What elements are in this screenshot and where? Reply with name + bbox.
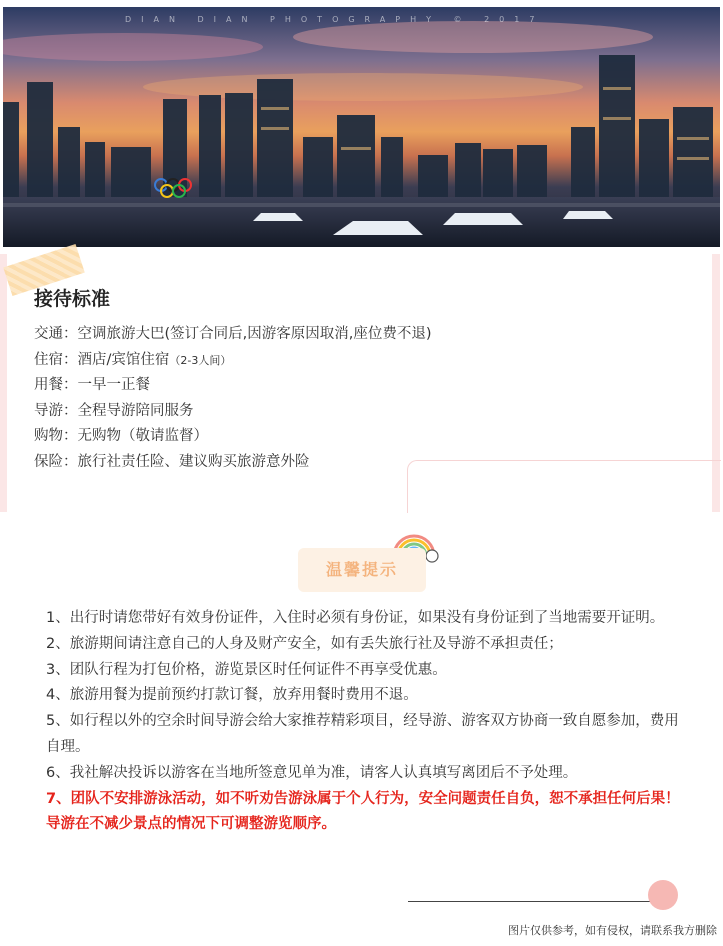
tip-item-warning: 7、团队不安排游泳活动，如不听劝告游泳属于个人行为，安全问题责任自负，恕不承担任何后果！导游在不减少景点的情况下可调整游览顺序。 (46, 790, 680, 833)
footer-decor-dot (648, 880, 678, 910)
standards-list (34, 322, 432, 476)
standard-item-meals: 用餐：一早一正餐 (34, 377, 150, 394)
standard-item-insurance: 保险：旅行社责任险、建议购买旅游意外险 (34, 453, 310, 470)
tips-list (46, 606, 686, 838)
standard-item-shopping: 购物：无购物（敬请监督） (34, 428, 208, 445)
tip-item: 6、我社解决投诉以游客在当地所签意见单为准，请客人认真填写离团后不予处理。 (46, 764, 578, 781)
photo-watermark: DIAN DIAN PHOTOGRAPHY © 2017 (125, 15, 545, 24)
decor-stripe-left (0, 254, 7, 512)
tip-item: 1、出行时请您带好有效身份证件，入住时必须有身份证，如果没有身份证到了当地需要开证明。 (46, 610, 665, 626)
lodging-note: （2-3人间） (169, 353, 232, 367)
footer-divider (408, 901, 668, 902)
city-skyline-illustration (3, 7, 720, 247)
standard-item-guide: 导游：全程导游陪同服务 (34, 402, 194, 419)
tip-item: 4、旅游用餐为提前预约打款订餐，放弃用餐时费用不退。 (46, 687, 418, 704)
tips-title-badge: 温馨提示 (298, 548, 426, 592)
hero-photo (3, 7, 720, 247)
tip-item: 5、如行程以外的空余时间导游会给大家推荐精彩项目，经导游、游客双方协商一致自愿参加，费用自理。 (46, 713, 679, 755)
decor-frame (407, 460, 721, 513)
tip-item: 2、旅游期间请注意自己的人身及财产安全，如有丢失旅行社及导游不承担责任； (46, 635, 563, 652)
tip-item: 3、团队行程为打包价格，游览景区时任何证件不再享受优惠。 (46, 661, 447, 678)
copyright-note: 图片仅供参考，如有侵权，请联系我方删除 (508, 924, 717, 937)
standards-title: 接待标准 (34, 288, 111, 310)
standard-item-lodging: 住宿：酒店/宾馆住宿（2-3人间） (34, 351, 232, 368)
standard-item-transport: 交通：空调旅游大巴(签订合同后,因游客原因取消,座位费不退) (34, 326, 432, 342)
